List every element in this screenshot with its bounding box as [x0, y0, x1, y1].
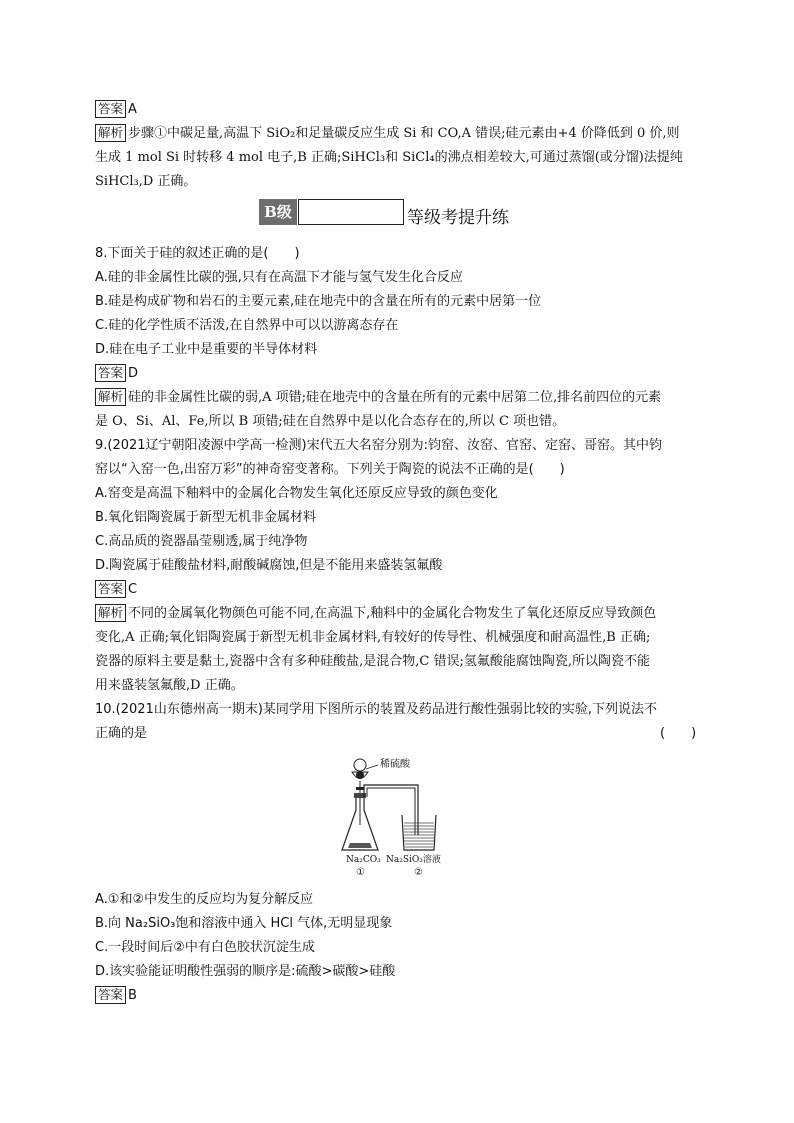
- explain-label: 解析: [95, 124, 126, 142]
- apparatus-diagram: [330, 755, 470, 885]
- q10-stem-l2: 正确的是: [95, 726, 148, 741]
- q8-option-a: A.硅的非金属性比碳的强,只有在高温下才能与氢气发生化合反应: [95, 270, 463, 285]
- funnel-stopcock: [356, 787, 364, 790]
- q8-option-d: D.硅在电子工业中是重要的半导体材料: [95, 342, 318, 357]
- q9-explain-l1: [95, 604, 656, 624]
- q7-explain-l3: SiHCl₃,D 正确。: [95, 174, 197, 189]
- q8-explain-text-1: 硅的非金属性比碳的弱,A 项错;硅在地壳中的含量在所有的元素中居第二位,排名前四位的元素: [128, 390, 662, 405]
- beaker: [402, 815, 436, 850]
- beaker-label: Na₂SiO₃溶液: [386, 855, 441, 865]
- level-band-title: 等级考提升练: [407, 208, 509, 228]
- q10-option-c: C.一段时间后②中有白色胶状沉淀生成: [95, 940, 315, 955]
- q10-option-d: D.该实验能证明酸性强弱的顺序是:硫酸>碳酸>硅酸: [95, 964, 396, 979]
- delivery-tube-inner: [367, 788, 415, 835]
- q8-option-c: C.硅的化学性质不活泼,在自然界中可以以游离态存在: [95, 318, 399, 333]
- funnel-stopper: [354, 759, 366, 771]
- apparatus-figure: [330, 755, 470, 885]
- q7-answer: A: [128, 102, 137, 117]
- q8-explain-l1: [95, 388, 661, 408]
- funnel-liquid: [356, 771, 364, 779]
- q9-stem-l2: 窑以“入窑一色,出窑万彩”的神奇窑变著称。下列关于陶瓷的说法不正确的是( ): [95, 462, 565, 477]
- flask-label: Na₂CO₃: [346, 855, 381, 865]
- q9-explain-text-1: 不同的金属氧化物颜色可能不同,在高温下,釉料中的金属化合物发生了氧化还原反应导致颜色: [128, 606, 657, 621]
- answer-label: 答案: [95, 986, 126, 1004]
- level-badge: B级: [259, 199, 297, 225]
- q9-option-c: C.高品质的瓷器晶莹剔透,属于纯净物: [95, 534, 308, 549]
- q9-explain-l4: 用来盛装氢氟酸,D 正确。: [95, 678, 244, 693]
- q8-answer-line: [95, 364, 138, 384]
- explain-label: 解析: [95, 604, 126, 622]
- q7-answer-line: [95, 100, 137, 120]
- level-band-box: [298, 199, 404, 225]
- beaker-liquid: [404, 823, 434, 847]
- flask-solid: [348, 843, 372, 848]
- q9-option-d: D.陶瓷属于硅酸盐材料,耐酸碱腐蚀,但是不能用来盛装氢氟酸: [95, 558, 443, 573]
- q10-answer-line: [95, 986, 137, 1006]
- q7-explain-l2: 生成 1 mol Si 时转移 4 mol 电子,B 正确;SiHCl₃和 SiCl₄的沸点相差较大,可通过蒸馏(或分馏)法提纯: [95, 150, 683, 165]
- answer-label: 答案: [95, 580, 126, 598]
- q10-bracket: ( ): [660, 726, 697, 741]
- flask-number: ①: [356, 867, 365, 878]
- q9-option-a: A.窑变是高温下釉料中的金属化合物发生氧化还原反应导致的颜色变化: [95, 486, 498, 501]
- q10-option-b: B.向 Na₂SiO₃饱和溶液中通入 HCl 气体,无明显现象: [95, 916, 393, 931]
- q10-answer: B: [128, 988, 137, 1003]
- q8-stem: 8.下面关于硅的叙述正确的是( ): [95, 246, 300, 261]
- funnel-label: 稀硫酸: [380, 759, 410, 770]
- q8-explain-l2: 是 O、Si、Al、Fe,所以 B 项错;硅在自然界中是以化合态存在的,所以 C 项也错。: [95, 414, 566, 429]
- explain-label: 解析: [95, 388, 126, 406]
- q8-answer: D: [128, 366, 139, 381]
- q9-option-b: B.氧化铝陶瓷属于新型无机非金属材料: [95, 510, 317, 525]
- q9-answer-line: [95, 580, 137, 600]
- q10-option-a: A.①和②中发生的反应均为复分解反应: [95, 892, 314, 907]
- q9-explain-l2: 变化,A 正确;氧化铝陶瓷属于新型无机非金属材料,有较好的传导性、机械强度和耐高温性,B 正确;: [95, 630, 651, 645]
- funnel-label-leader: [366, 765, 378, 769]
- q10-stem-l1: 10.(2021山东德州高一期末)某同学用下图所示的装置及药品进行酸性强弱比较的实验,下列说法不: [95, 702, 658, 717]
- q9-answer: C: [128, 582, 138, 597]
- q9-stem-l1: 9.(2021辽宁朝阳凌源中学高一检测)宋代五大名窑分别为:钧窑、汝窑、官窑、定窑、哥窑。其中钧: [95, 438, 663, 453]
- answer-label: 答案: [95, 364, 126, 382]
- delivery-tube: [364, 785, 418, 835]
- q7-explain-text-1: 步骤①中碳足量,高温下 SiO₂和足量碳反应生成 Si 和 CO,A 错误;硅元素由+4 价降低到 0 价,则: [128, 126, 680, 141]
- beaker-number: ②: [414, 867, 423, 878]
- q9-explain-l3: 瓷器的原料主要是黏土,瓷器中含有多种硅酸盐,是混合物,C 错误;氢氟酸能腐蚀陶瓷,所以陶瓷不能: [95, 654, 650, 669]
- answer-label: 答案: [95, 100, 126, 118]
- q7-explain-l1: [95, 124, 680, 144]
- q8-option-b: B.硅是构成矿物和岩石的主要元素,硅在地壳中的含量在所有的元素中居第一位: [95, 294, 542, 309]
